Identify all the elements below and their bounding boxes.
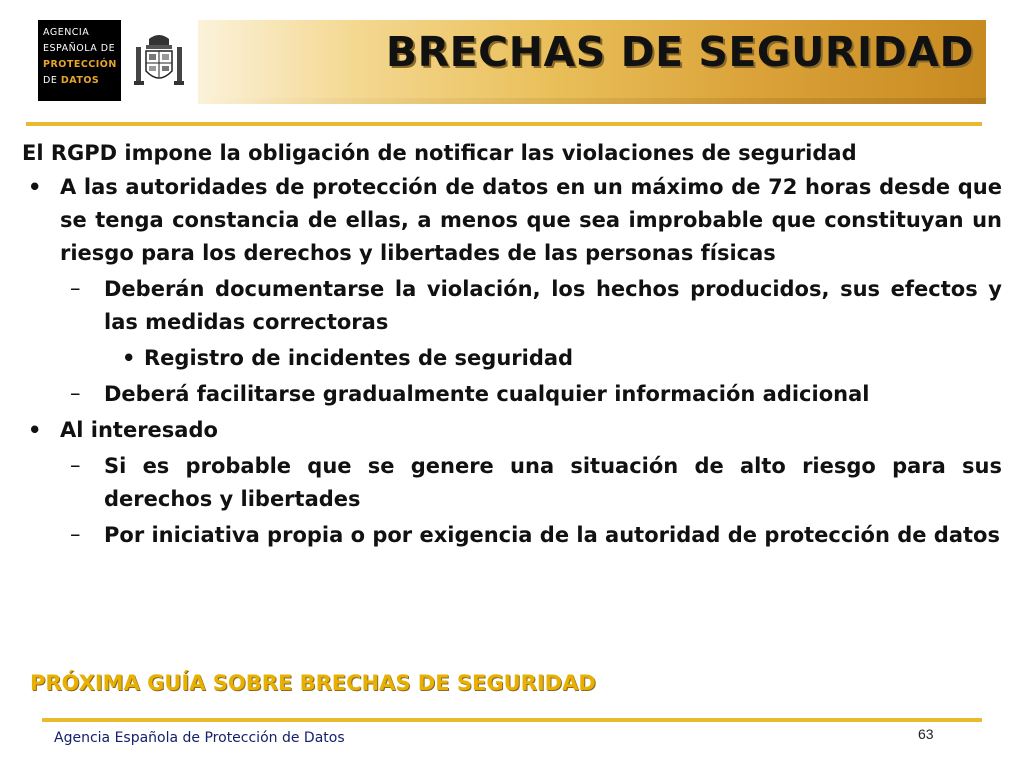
dash-marker: – (70, 276, 81, 300)
slide-content (22, 138, 1002, 555)
logo-line-4a: DE (43, 75, 58, 86)
dash-marker: – (70, 453, 81, 477)
bullet-text: A las autoridades de protección de datos en un máximo de 72 horas desde que se tenga constancia de ellas, a menos que sea improbable que constituyan un riesgo para los derechos y libertades de las personas físicas (60, 175, 1002, 265)
logo-line-4b: DATOS (60, 75, 100, 86)
bullet-marker: • (122, 346, 136, 370)
dash-marker: – (70, 522, 81, 546)
dash-marker: – (70, 381, 81, 405)
page-number: 63 (918, 726, 934, 742)
guide-announcement: PRÓXIMA GUÍA SOBRE BRECHAS DE SEGURIDAD (30, 671, 596, 695)
sub-bullet-text: Deberán documentarse la violación, los hechos producidos, sus efectos y las medidas correctoras (104, 277, 1002, 334)
bullet-text: Al interesado (60, 418, 218, 442)
footer-org: Agencia Española de Protección de Datos (54, 730, 345, 746)
bullet-marker: • (28, 418, 42, 442)
sub-bullet-item (22, 519, 1002, 552)
title-banner (198, 20, 986, 104)
intro-text: El RGPD impone la obligación de notificar las violaciones de seguridad (22, 141, 857, 165)
top-divider (26, 122, 982, 126)
logo-line-2: ESPAÑOLA DE (43, 43, 116, 54)
sub-bullet-item (22, 378, 1002, 411)
sub-bullet-text: Si es probable que se genere una situación de alto riesgo para sus derechos y libertades (104, 454, 1002, 511)
bullet-item (22, 414, 1002, 447)
sub-bullet-text: Deberá facilitarse gradualmente cualquier información adicional (104, 382, 870, 406)
aepd-logo (38, 20, 121, 101)
logo-line-3: PROTECCIÓN (43, 59, 117, 70)
coat-of-arms-icon (132, 33, 186, 93)
bullet-item (22, 171, 1002, 270)
page-title: BRECHAS DE SEGURIDAD (385, 28, 974, 76)
sub-sub-bullet-item (22, 342, 1002, 375)
logo-line-1: AGENCIA (43, 27, 90, 38)
sub-bullet-item (22, 450, 1002, 516)
bottom-divider (42, 718, 982, 722)
logo-line-4 (43, 73, 121, 89)
sub-sub-bullet-text: Registro de incidentes de seguridad (144, 346, 574, 370)
sub-bullet-text: Por iniciativa propia o por exigencia de la autoridad de protección de datos (104, 523, 1000, 547)
bullet-marker: • (28, 175, 42, 199)
sub-bullet-item (22, 273, 1002, 339)
